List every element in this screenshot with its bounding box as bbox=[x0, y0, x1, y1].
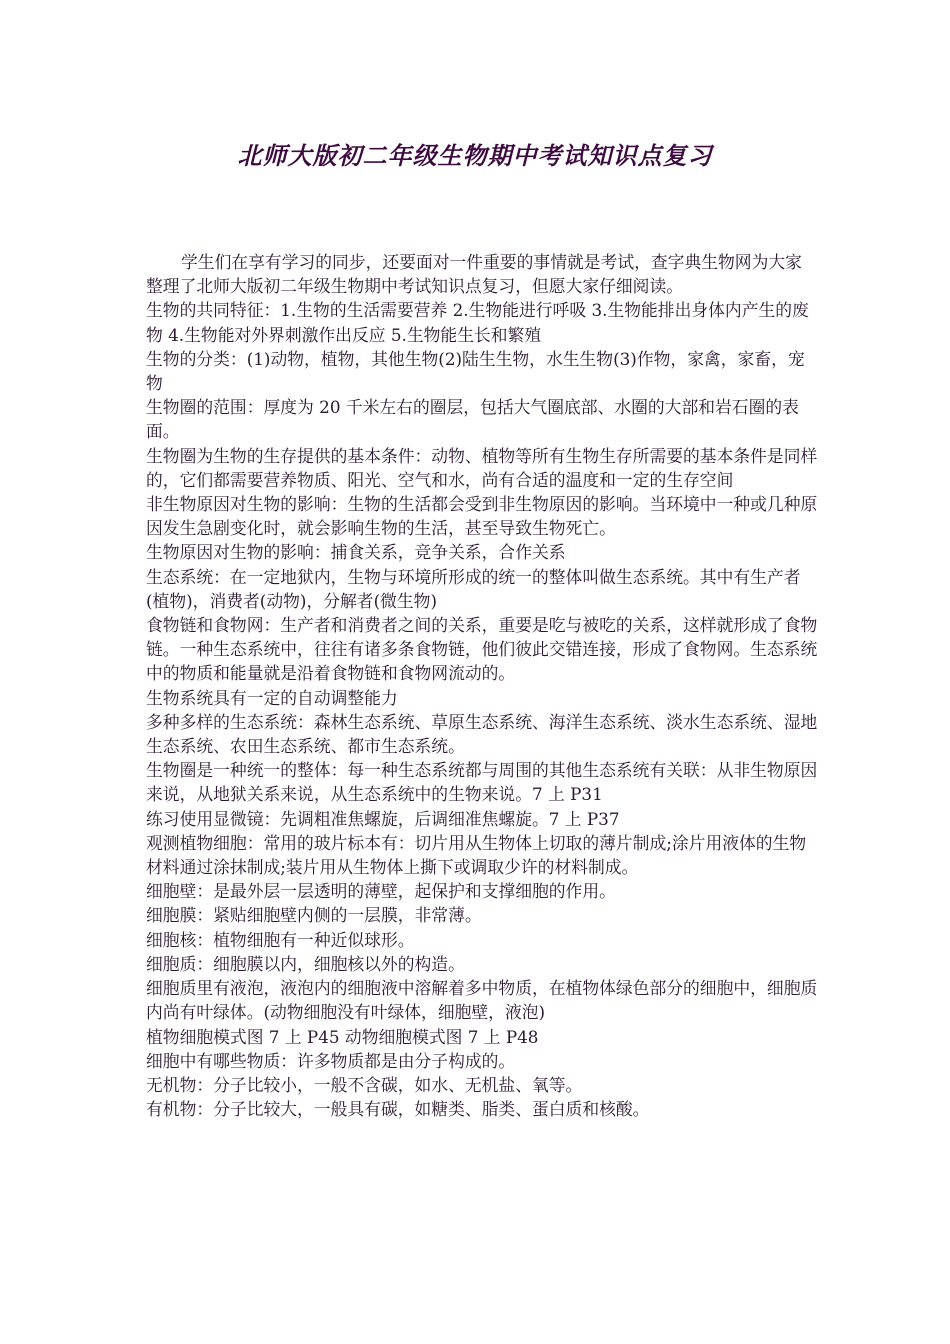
paragraph: 生物圈的范围：厚度为 20 千米左右的圈层，包括大气圈底部、水圈的大部和岩石圈的表面。 bbox=[146, 397, 799, 442]
paragraph: 有机物：分子比较大，一般具有碳，如糖类、脂类、蛋白质和核酸。 bbox=[146, 1099, 650, 1120]
paragraph: 食物链和食物网：生产者和消费者之间的关系，重要是吃与被吃的关系，这样就形成了食物链。一种生态系统中，往往有诸多条食物链，他们彼此交错连接，形成了食物网。生态系统中的物质和能量就是沿着食物链和食物网流动的。 bbox=[146, 615, 818, 684]
paragraph: 生物的共同特征：1.生物的生活需要营养 2.生物能进行呼吸 3.生物能排出身体内产生的废物 4.生物能对外界刺激作出反应 5.生物能生长和繁殖 bbox=[146, 300, 809, 345]
paragraph: 细胞壁：是最外层一层透明的薄壁，起保护和支撑细胞的作用。 bbox=[146, 881, 616, 902]
paragraph-intro: 学生们在享有学习的同步，还要面对一件重要的事情就是考试，查字典生物网为大家整理了北师大版初二年级生物期中考试知识点复习，但愿大家仔细阅读。 bbox=[146, 252, 802, 297]
paragraph: 植物细胞模式图 7 上 P45 动物细胞模式图 7 上 P48 bbox=[146, 1026, 539, 1047]
paragraph: 多种多样的生态系统：森林生态系统、草原生态系统、海洋生态系统、淡水生态系统、湿地生态系统、农田生态系统、都市生态系统。 bbox=[146, 711, 818, 757]
paragraph: 细胞中有哪些物质：许多物质都是由分子构成的。 bbox=[146, 1050, 516, 1071]
paragraph: 细胞质里有液泡，液泡内的细胞液中溶解着多中物质，在植物体绿色部分的细胞中，细胞质内尚有叶绿体。(动物细胞没有叶绿体，细胞壁，液泡) bbox=[146, 978, 818, 1023]
paragraph: 生物系统具有一定的自动调整能力 bbox=[146, 687, 398, 708]
paragraph: 生态系统：在一定地狱内，生物与环境所形成的统一的整体叫做生态系统。其中有生产者(植物)，消费者(动物)，分解者(微生物) bbox=[146, 566, 801, 611]
document-body bbox=[146, 250, 818, 1121]
paragraph: 练习使用显微镜：先调粗准焦螺旋，后调细准焦螺旋。7 上 P37 bbox=[146, 808, 620, 829]
paragraph: 生物圈是一种统一的整体：每一种生态系统都与周围的其他生态系统有关联：从非生物原因来说，从地狱关系来说，从生态系统中的生物来说。7 上 P31 bbox=[146, 760, 818, 805]
paragraph: 细胞膜：紧贴细胞壁内侧的一层膜，非常薄。 bbox=[146, 905, 482, 926]
paragraph: 生物的分类：(1)动物，植物，其他生物(2)陆生生物，水生生物(3)作物，家禽，家畜，宠物 bbox=[146, 348, 805, 394]
paragraph: 观测植物细胞：常用的玻片标本有：切片用从生物体上切取的薄片制成;涂片用液体的生物材料通过涂抹制成;装片用从生物体上撕下或调取少许的材料制成。 bbox=[146, 832, 807, 878]
paragraph: 非生物原因对生物的影响：生物的生活都会受到非生物原因的影响。当环境中一种或几种原因发生急剧变化时，就会影响生物的生活，甚至导致生物死亡。 bbox=[146, 494, 818, 539]
paragraph: 细胞核：植物细胞有一种近似球形。 bbox=[146, 929, 415, 950]
paragraph: 生物圈为生物的生存提供的基本条件：动物、植物等所有生物生存所需要的基本条件是同样的，它们都需要营养物质、阳光、空气和水，尚有合适的温度和一定的生存空间 bbox=[146, 445, 818, 490]
paragraph: 细胞质：细胞膜以内，细胞核以外的构造。 bbox=[146, 953, 465, 974]
paragraph: 生物原因对生物的影响：捕食关系，竞争关系，合作关系 bbox=[146, 542, 566, 563]
paragraph: 无机物：分子比较小，一般不含碳，如水、无机盐、氧等。 bbox=[146, 1074, 583, 1095]
document-title: 北师大版初二年级生物期中考试知识点复习 bbox=[237, 142, 713, 170]
